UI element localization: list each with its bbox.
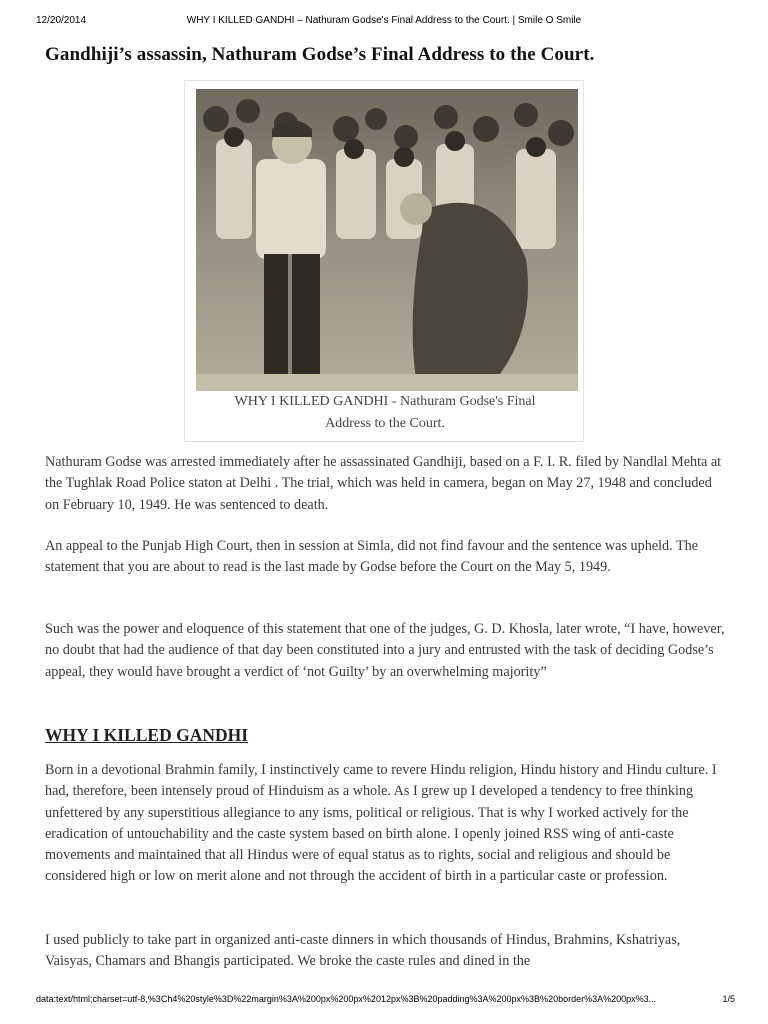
caption-line-2: Address to the Court.	[325, 416, 445, 431]
paragraph-appeal: An appeal to the Punjab High Court, then in session at Simla, did not find favour and the sentence was upheld. The statement that you are about to read is the last made by Godse before the Court on the May 5, 1949.	[45, 538, 699, 576]
print-date: 12/20/2014	[36, 15, 87, 26]
paragraph-arrest: Nathuram Godse was arrested immediately after he assassinated Gandhiji, based on a F. I. R. filed by Nandlal Mehta at the Tughlak Road Police staton at Delhi . The trial, which was held in camera, began on May 27, 1948 and concluded on February 10, 1949. He was sentenced to death.	[45, 454, 722, 513]
figure-caption	[199, 391, 571, 435]
print-page-title: WHY I KILLED GANDHI – Nathuram Godse's Final Address to the Court. | Smile O Smile	[186, 15, 582, 26]
historical-photo	[196, 89, 578, 391]
section-heading: WHY I KILLED GANDHI	[45, 725, 249, 745]
paragraph-anti-caste-dinners: I used publicly to take part in organized anti-caste dinners in which thousands of Hindus, Brahmins, Kshatriyas, Vaisyas, Chamars and Bhangis participated. We broke the caste rules and dined in the	[45, 932, 681, 970]
page-number: 1/5	[722, 994, 735, 1004]
article-figure	[184, 80, 584, 442]
caption-line-1: WHY I KILLED GANDHI - Nathuram Godse's Final	[234, 394, 536, 409]
print-footer	[0, 994, 768, 1008]
paragraph-khosla-quote: Such was the power and eloquence of this statement that one of the judges, G. D. Khosla, later wrote, “I have, however, no doubt that had the audience of that day been constituted into a jury and entrusted with the task of deciding Godse’s appeal, they would have brought a verdict of ‘not Guilty’ by an overwhelming majority”	[45, 621, 725, 680]
paragraph-upbringing: Born in a devotional Brahmin family, I instinctively came to revere Hindu religion, Hindu history and Hindu culture. I had, therefore, been intensely proud of Hinduism as a whole. As I grew up I developed a tendency to free thinking unfettered by any superstitious allegiance to any isms, political or religious. That is why I worked actively for the eradication of untouchability and the caste system based on birth alone. I openly joined RSS wing of anti-caste movements and maintained that all Hindus were of equal status as to rights, social and religious and should be considered high or low on merit alone and not through the accident of birth in a particular caste or profession.	[45, 762, 717, 885]
photo-illustration	[196, 89, 578, 391]
print-header	[0, 15, 768, 31]
article-title: Gandhiji’s assassin, Nathuram Godse’s Final Address to the Court.	[45, 44, 595, 65]
print-url: data:text/html;charset=utf-8,%3Ch4%20style%3D%22margin%3A%200px%200px%2012px%3B%20padding%3A%200px%3B%20border%3A%200px%3...	[36, 994, 657, 1004]
